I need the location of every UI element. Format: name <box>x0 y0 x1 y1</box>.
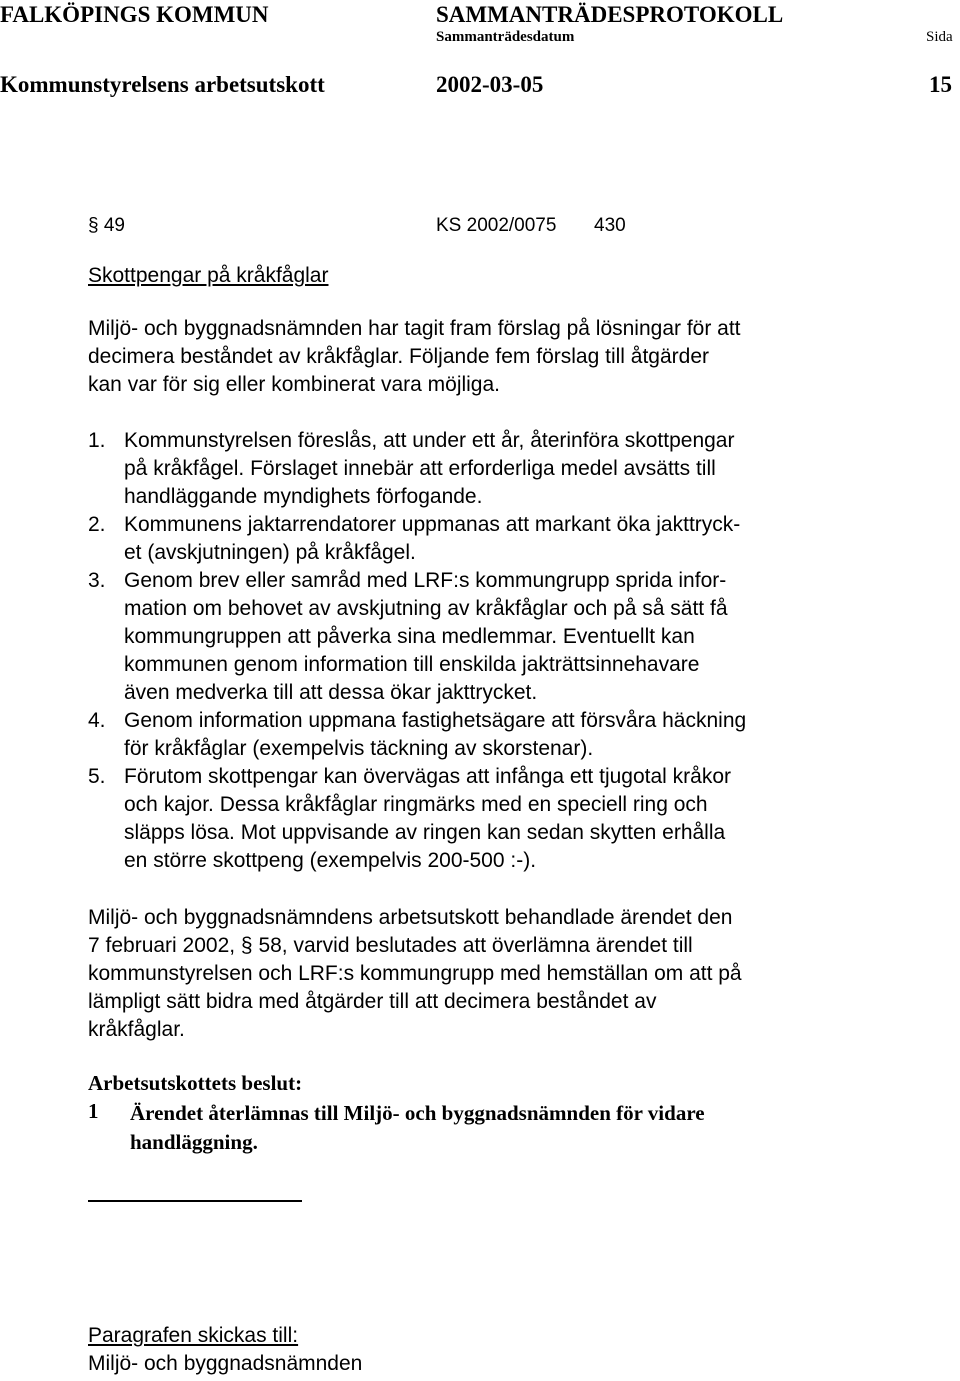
proposal-line: kommungruppen att påverka sina medlemmar. Eventuellt kan <box>124 625 695 648</box>
proposal-item <box>88 427 948 511</box>
proposal-number: 1. <box>88 429 106 452</box>
distribution-recipient: Miljö- och byggnadsnämnden <box>88 1352 363 1375</box>
decision-text <box>130 1099 705 1157</box>
signature-line <box>88 1200 302 1202</box>
proposal-item <box>88 511 948 567</box>
section-line <box>88 215 125 237</box>
meeting-date: 2002-03-05 <box>436 72 544 97</box>
section-symbol: § <box>88 215 99 236</box>
proposal-line: handläggande myndighets förfogande. <box>124 485 483 508</box>
intro-line: decimera beståndet av kråkfåglar. Följande fem förslag till åtgärder <box>88 345 709 368</box>
proposal-list <box>88 427 948 875</box>
proposal-line: även medverka till att dessa ökar jakttrycket. <box>124 681 538 704</box>
proposal-line: en större skottpeng (exempelvis 200-500 :-). <box>124 849 537 872</box>
proposal-line: Förutom skottpengar kan övervägas att infånga ett tjugotal kråkor <box>124 765 732 788</box>
proposal-number: 5. <box>88 765 106 788</box>
decision-line: handläggning. <box>130 1130 258 1154</box>
org-name: FALKÖPINGS KOMMUN <box>0 2 269 27</box>
proposal-number: 3. <box>88 569 106 592</box>
intro-line: kan var för sig eller kombinerat vara möjliga. <box>88 373 501 396</box>
proposal-number: 2. <box>88 513 106 536</box>
intro-paragraph <box>88 315 741 399</box>
proposal-line: kommunen genom information till enskilda jakträttsinnehavare <box>124 653 700 676</box>
background-line: Miljö- och byggnadsnämndens arbetsutskott behandlade ärendet den <box>88 906 733 929</box>
background-line: kommunstyrelsen och LRF:s kommungrupp med hemställan om att på <box>88 962 742 985</box>
proposal-line: Kommunstyrelsen föreslås, att under ett år, återinföra skottpengar <box>124 429 735 452</box>
proposal-item <box>88 763 948 875</box>
decision-heading: Arbetsutskottets beslut: <box>88 1071 303 1095</box>
background-line: 7 februari 2002, § 58, varvid beslutades att överlämna ärendet till <box>88 934 693 957</box>
proposal-line: Kommunens jaktarrendatorer uppmanas att markant öka jakttryck- <box>124 513 741 536</box>
section-number: 49 <box>103 215 125 236</box>
proposal-line: Genom brev eller samråd med LRF:s kommungrupp sprida infor- <box>124 569 727 592</box>
proposal-line: och kajor. Dessa kråkfåglar ringmärks med en speciell ring och <box>124 793 708 816</box>
proposal-item <box>88 707 948 763</box>
background-line: kråkfåglar. <box>88 1018 185 1041</box>
proposal-line: et (avskjutningen) på kråkfågel. <box>124 541 416 564</box>
proposal-line: släpps lösa. Mot uppvisande av ringen kan sedan skytten erhålla <box>124 821 726 844</box>
background-line: lämpligt sätt bidra med åtgärder till att decimera beståndet av <box>88 990 657 1013</box>
proposal-line: Genom information uppmana fastighetsägare att försvåra häckning <box>124 709 747 732</box>
proposal-item <box>88 567 948 707</box>
intro-line: Miljö- och byggnadsnämnden har tagit fram förslag på lösningar för att <box>88 317 741 340</box>
background-paragraph <box>88 904 742 1044</box>
meeting-date-label: Sammanträdesdatum <box>436 29 575 45</box>
proposal-line: mation om behovet av avskjutning av kråkfåglar och på så sätt få <box>124 597 728 620</box>
proposal-line: på kråkfågel. Förslaget innebär att erforderliga medel avsätts till <box>124 457 716 480</box>
case-reference: KS 2002/0075 <box>436 215 557 236</box>
decision-line: Ärendet återlämnas till Miljö- och byggnadsnämnden för vidare <box>130 1101 705 1125</box>
committee-name: Kommunstyrelsens arbetsutskott <box>0 72 325 97</box>
proposal-line: för kråkfåglar (exempelvis täckning av skorstenar). <box>124 737 594 760</box>
document-type: SAMMANTRÄDESPROTOKOLL <box>436 2 784 27</box>
decision-number: 1 <box>88 1099 99 1123</box>
proposal-number: 4. <box>88 709 106 732</box>
case-code: 430 <box>594 215 626 236</box>
case-title: Skottpengar på kråkfåglar <box>88 264 329 287</box>
page-label: Sida <box>926 29 953 45</box>
page-number: 15 <box>929 72 952 97</box>
distribution-label: Paragrafen skickas till: <box>88 1324 299 1347</box>
